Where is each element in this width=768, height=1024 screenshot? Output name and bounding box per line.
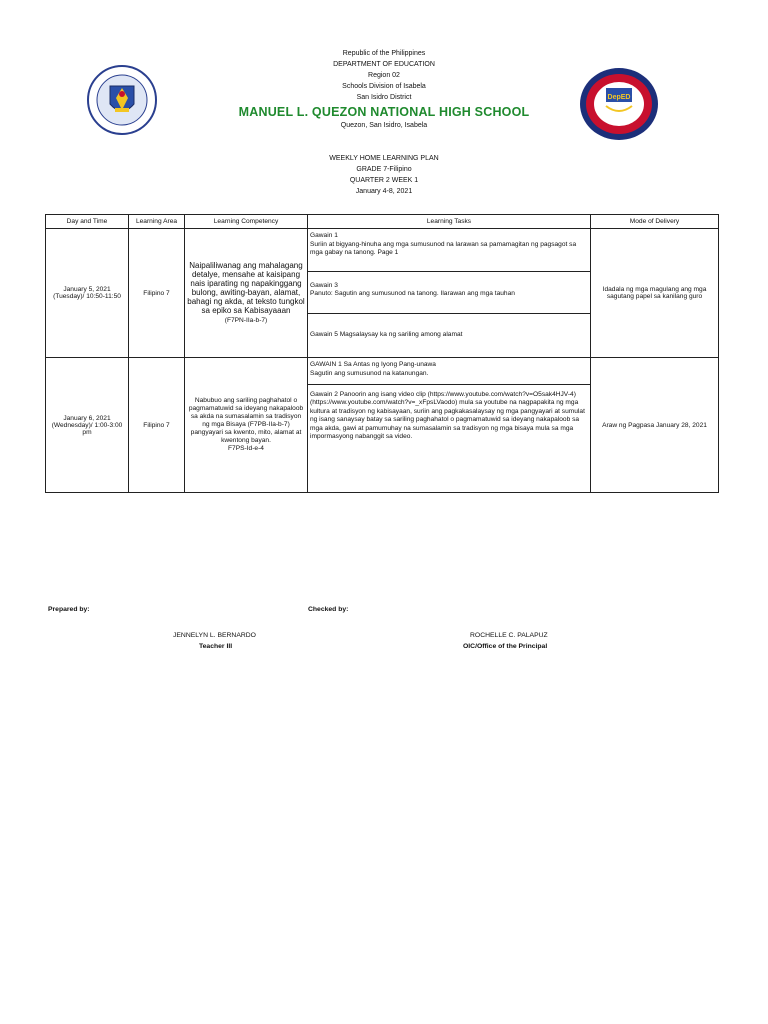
header-learning-tasks: Learning Tasks [308,215,591,229]
table-header-row [46,215,719,229]
prepared-title: Teacher III [199,643,233,650]
checked-label: Checked by: [308,606,349,613]
checked-name: ROCHELLE C. PALAPUZ [470,632,548,639]
division-line: Schools Division of Isabela [342,83,426,90]
row1-competency-text: Naipaliliwanag ang mahalagang detalye, mensahe at kaisipang nais iparating ng napakinggang bulong, awiting-bayan, alamat, bahagi ng akda, at teksto tungkol sa epiko sa Kabisayaaan [187,261,305,315]
republic-line: Republic of the Philippines [342,50,426,57]
plan-dates: January 4-8, 2021 [355,188,413,195]
row1-area: Filipino 7 [129,229,185,358]
row1-task-5 [308,313,590,357]
district-line: San Isidro District [356,94,412,101]
row2-competency-text: Nabubuo ang sariling paghahatol o pagmamatuwid sa ideyang nakapaloob sa akda na sumasalamin sa tradisyon ng mga Bisaya (F7PB-IIa-b-7) pangyayari sa kwento, mito, alamat at kwentong bayan. [188,397,304,444]
plan-title: WEEKLY HOME LEARNING PLAN [329,155,439,162]
department-line: DEPARTMENT OF EDUCATION [333,61,435,68]
plan-title-block [0,153,768,197]
header-day-time: Day and Time [46,215,129,229]
header-mode-of-delivery: Mode of Delivery [591,215,719,229]
row1-mode: Idadala ng mga magulang ang mga sagutang papel sa kanilang guro [591,229,719,358]
header-learning-competency: Learning Competency [185,215,308,229]
table-row [46,229,719,358]
prepared-name: JENNELYN L. BERNARDO [173,632,256,639]
task-text: Panuto: Sagutin ang sumusunod na tanong. Ilarawan ang mga tauhan [310,290,515,297]
task-text: Sagutin ang sumusunod na katanungan. [310,369,429,377]
row2-area: Filipino 7 [129,358,185,493]
school-name: MANUEL L. QUEZON NATIONAL HIGH SCHOOL [238,105,530,119]
row2-task-2 [308,384,590,492]
task-text: Gawain 2 Panoorin ang isang video clip (https://www.youtube.com/watch?v=O5sak4HJV-4) (https://www.youtube.com/watch?v=_xFpsLVaodo) mula sa youtube na nagpapakita ng mga kultura at tradisyon ng kabisayaan, suriin ang pagkakasalaysay ng mga pangyayari at sumulat ng isang sanaysay batay sa sariling paghahatol o pagmamatuwid sa ideyang nakapaloob sa mga akda, gawi at pamumuhay na sumasalamin sa tradisyon ng mga bisaya mula sa mga impormasyong nabanggit sa video. [310,390,585,440]
row2-task-1 [308,358,590,384]
task-title: Gawain 3 [310,281,338,289]
row2-competency [185,358,308,493]
row1-day-time: January 5, 2021 (Tuesday)/ 10:50-11:50 [46,229,129,358]
row1-competency [185,229,308,358]
plan-quarter: QUARTER 2 WEEK 1 [349,177,419,184]
school-address: Quezon, San Isidro, Isabela [340,122,428,129]
document-header [0,48,768,131]
task-text: Gawain 5 Magsalaysay ka ng sariling among alamat [310,331,463,338]
row2-competency-code: F7PS-Id-e-4 [228,445,264,452]
row2-mode: Araw ng Pagpasa January 28, 2021 [591,358,719,493]
table-row [46,358,719,493]
row1-task-1 [308,229,590,271]
task-title: GAWAIN 1 Sa Antas ng Iyong Pang-unawa [310,361,436,368]
task-title: Gawain 1 [310,232,338,239]
learning-plan-table [45,214,719,493]
row2-tasks [308,358,591,493]
task-text: Suriin at bigyang-hinuha ang mga sumusunod na larawan sa pamamagitan ng pagsagot sa mga gabay na tanong. Page 1 [310,240,577,256]
row1-competency-code: (F7PN-IIa-b-7) [224,317,268,324]
svg-text:DepED: DepED [607,94,631,101]
row2-day-time: January 6, 2021 (Wednesday)/ 1:00-3:00 pm [46,358,129,493]
row1-tasks [308,229,591,358]
prepared-label: Prepared by: [48,606,90,613]
plan-grade: GRADE 7-Filipino [356,166,412,173]
header-learning-area: Learning Area [129,215,185,229]
checked-title: OIC/Office of the Principal [463,643,548,650]
region-line: Region 02 [368,72,400,79]
row1-task-3 [308,271,590,313]
